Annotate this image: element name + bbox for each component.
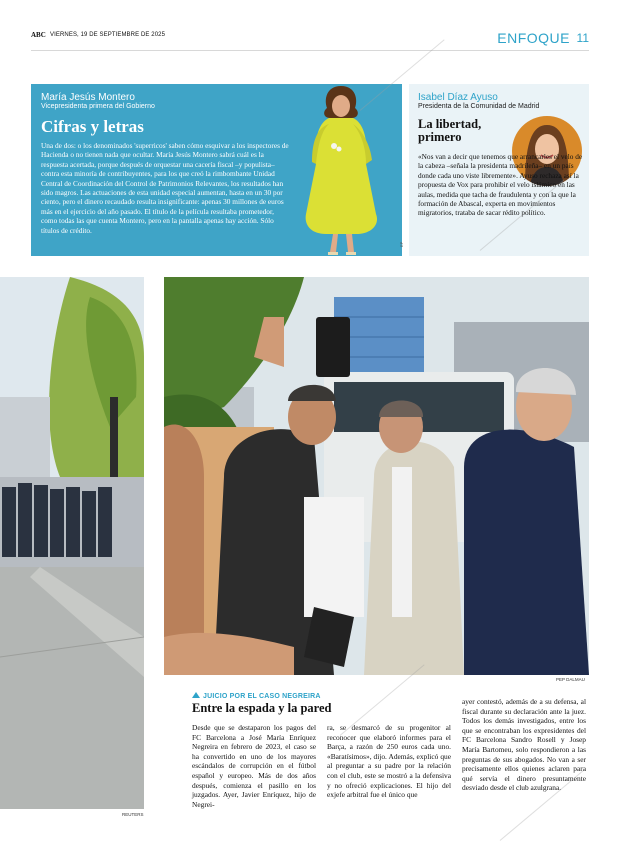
photo-credit-ep: EP [399,241,404,247]
profile-name: Isabel Díaz Ayuso [418,92,498,103]
header-divider [31,50,589,51]
page-number: 11 [576,31,589,45]
profile-headline: Cifras y letras [41,117,144,136]
newspaper-logo: ABC [31,31,46,39]
article-column-2: ra, se desmarcó de su progenitor al reconocer que elaboró informes para el Barça, a razón de 250 euros cada uno. «Baratísimos», dijo. Además, explicó que al preguntar a su padre por la relación con el club, este se mostró a la defensiva y no ofreció explicaciones. El hijo del exjefe arbitral fue el único que [327,723,451,800]
riot-police-photo [0,277,144,809]
page-header [0,0,620,52]
article-title: Entre la espada y la pared [192,701,332,715]
profile-name: María Jesús Montero [41,92,135,103]
profile-body: «Nos van a decir que tenemos que arrancarles el velo de la cabeza –señala la presidenta madrileña– en un país donde cada uno viste libremente». Ayuso rechaza así la propuesta de Vox para prohibir el velo islámico en las aulas, medida que tacha de fraudulenta y con la que la formación de Abascal, experta en movimientos migratorios, trataba de sacar rédito político. [418,152,583,218]
article-column-1: Desde que se destaparon los pagos del FC Barcelona a José María Enríquez Negreira en febrero de 2023, el caso se ha convertido en uno de los mayores escándalos de corrupción en el fútbol español y europeo. Más de dos años después, comienza el pasillo en los juzgados. Ayer, Javier Enríquez, hijo de Negrei- [192,723,316,809]
profile-headline: La libertad, primero [418,117,482,144]
profile-role: Vicepresidenta primera del Gobierno [41,103,155,110]
article-kicker: JUICIO POR EL CASO NEGREIRA [192,692,321,700]
article-column-3: ayer contestó, además de a su defensa, al fiscal durante su declaración ante la juez. Todos los demás investigados, entre los que se encontraban los expresidentes del FC Barcelona Sandro Rosell y Josep María Bartomeu, solo respondieron a las preguntas de sus abogados. No van a ser precisamente ellos quienes aclaren para qué servía el dinero presuntamente desviado desde el club azulgrana. [462,697,586,793]
profile-role: Presidenta de la Comunidad de Madrid [418,103,540,110]
courthouse-selfie-photo [164,277,589,675]
section-title: ENFOQUE [497,30,570,46]
montero-photo [286,84,396,256]
profile-body: Una de dos: o los denominados 'superricos' saben cómo esquivar a los inspectores de Hacienda o no tienen nada que ocultar. María Jesús Montero sabrá cuál es la respuesta acertada, porque después de orquestar una cacería fiscal –y populista– contra esta minoría de contribuyentes, para los que creó la rimbombante Unidad Central de Coordinación del Control de Patrimonios Relevantes, los resultados han sido magros. Las actuaciones de esta unidad especial aumentan, hasta en un 30 por ciento, pero el dinero recaudado resulta insignificante: apenas 30 millones de euros más en el ejercicio del año pasado. El título de la película resultaba prometedor, como todas las que cuenta Montero, pero en la pantalla apenas hay acción. Sólo títulos de crédito. [41,141,289,235]
profile-box-montero [31,84,402,256]
issue-date: VIERNES, 19 DE SEPTIEMBRE DE 2025 [50,32,166,38]
photo-credit-reuters: REUTERS [122,812,144,817]
triangle-icon [192,692,200,698]
photo-credit-pep-dalmau: PEP DALMAU [556,677,585,682]
profile-box-ayuso [409,84,589,256]
